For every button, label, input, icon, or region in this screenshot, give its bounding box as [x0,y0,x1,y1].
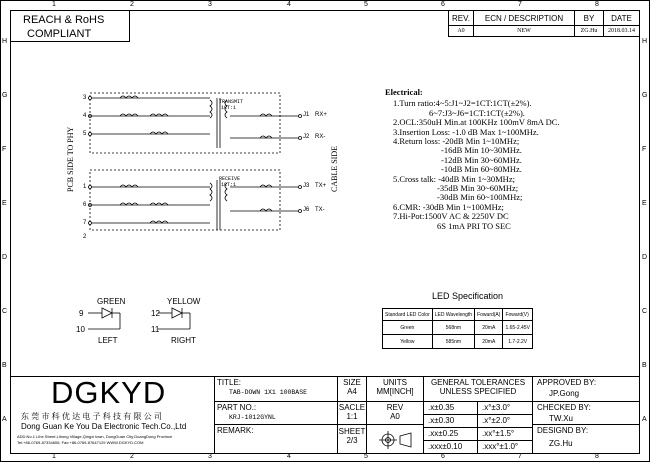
electrical-line: 1.Turn ratio:4~5:J1~J2=1CT:1CT(±2%). [393,98,532,109]
tolerance-row [477,427,533,441]
sheet-cell [337,424,367,454]
tolerance-row [423,414,478,428]
spec-cell: 20mA [475,335,503,349]
electrical-line: 3.Insertion Loss: -1.0 dB Max 1~100MHz. [393,126,539,137]
electrical-line: -12dB Min 30~60MHz. [441,154,522,165]
spec-header: LED Wavelength [432,309,474,321]
row-marker: D [2,254,8,261]
rev-cell [448,25,474,37]
size-cell [337,376,367,402]
row-marker: A [2,416,7,423]
spec-header: Foward(A) [475,309,503,321]
approved-cell [532,376,640,402]
pin-label: 1 [83,184,87,190]
row-marker: F [2,146,7,153]
receive-label: RECEIVE [219,176,241,182]
led-pin: 10 [76,325,85,334]
col-marker: 5 [364,453,368,460]
rev-header-cell [574,10,604,26]
signal-label: TX- [315,207,325,213]
sheet-value: 2/3 [346,436,358,445]
rev-cell-block [366,401,424,425]
col-marker: 7 [518,453,522,460]
scale-cell [337,401,367,425]
logo-cell [10,376,215,454]
date-header: DATE [611,14,632,23]
title-label: TITLE: [217,378,242,387]
left-label: LEFT [98,336,118,345]
row-marker: F [642,146,647,153]
pcb-side-label: PCB SIDE TO PHY [66,126,75,192]
transmit-label: TRANSMIT [219,99,244,105]
size-value: A4 [347,387,357,396]
jack-pin: J3 [303,183,310,189]
title-value: TAB-DOWN 1X1 100BASE [229,389,308,396]
size-label: SIZE [343,378,361,387]
ecn-value: NEW [517,28,531,34]
tolerance-angular: .xx°±1.5° [482,429,515,438]
table-row [383,321,533,335]
tolerance-row [477,440,533,454]
col-marker: 4 [287,453,291,460]
electrical-line: -30dB Min 60~100MHz; [437,192,523,203]
pin-label: 4 [83,113,87,119]
col-marker: 7 [518,1,522,8]
electrical-line: 7.Hi-Pot:1500V AC & 2250V DC [393,211,509,222]
jack-pin: J1 [303,112,310,118]
company-contact: Tel:+86-0769-87334606; Fax:+86-0769-87647129 WWW.DGKYD.COM [17,440,144,445]
tolerance-row [477,414,533,428]
led-pin: 9 [79,309,84,318]
units-cell [366,376,424,402]
tolerance-row [477,401,533,415]
scale-value: 1:1 [346,412,358,421]
checked-value: TW.Xu [549,414,574,423]
scale-label: SACLE [338,403,366,412]
sheet-label: SHEET [338,427,366,436]
spec-header: Foward(V) [503,309,532,321]
part-cell [214,401,338,425]
pin-label: 7 [83,220,87,226]
tolerance-angular: .xxx°±1.0° [482,442,519,451]
electrical-notes [385,88,560,231]
part-label: PART NO.: [217,403,257,412]
green-led-label: GREEN [97,297,126,306]
projection-symbol-icon [379,431,413,449]
rev-cell [574,25,604,37]
col-marker: 6 [441,1,445,8]
title-cell [214,376,338,402]
col-marker: 8 [595,453,599,460]
units-value: MM[INCH] [376,387,414,396]
rev-cell [473,25,575,37]
row-marker: E [2,200,7,207]
design-cell [532,424,640,454]
tolerance-row [423,401,478,415]
signal-label: RX+ [315,112,327,118]
by-value: ZG.Hu [580,28,598,34]
electrical-line: -35dB Min 30~60MHz; [437,183,519,194]
row-marker: E [642,200,647,207]
electrical-line: -10dB Min 60~80MHz. [441,164,522,175]
electrical-line: 6.CMR: -30dB Min 1~100MHz; [393,201,504,212]
tolerance-linear: .x±0.35 [428,403,455,412]
jack-pin: J6 [303,207,310,213]
schematic-drawing [60,88,360,238]
table-row [383,335,533,349]
col-marker: 4 [287,1,291,8]
units-label: UNITS [383,378,407,387]
row-marker: H [2,38,8,45]
led-pin: 11 [151,325,160,334]
col-marker: 5 [364,1,368,8]
row-marker: B [642,362,647,369]
date-value: 2018.03.14 [608,28,635,34]
electrical-line: 4.Return loss: -20dB Min 1~10MHz; [393,136,520,147]
tolerance-angular: .x°±2.0° [482,416,511,425]
col-marker: 2 [130,453,134,460]
by-header: BY [583,14,595,23]
spec-cell: Green [383,321,433,335]
spec-cell: Yellow [383,335,433,349]
electrical-line: 6~7:J3~J6=1CT:1CT(±2%). [429,107,525,118]
checked-label: CHECKED BY: [537,403,591,412]
projection-cell [366,424,424,454]
pin-label: 6 [83,202,87,208]
spec-header: Standard LED Color [383,309,433,321]
electrical-line: 5.Cross talk: -40dB Min 1~30MHz; [393,173,515,184]
spec-cell: 1.65-2.45V [503,321,532,335]
approved-value: JP.Gong [549,389,580,398]
design-label: DESIGND BY: [537,426,589,435]
row-marker: H [642,38,648,45]
row-marker: C [642,308,648,315]
right-label: RIGHT [171,336,196,345]
company-name-cn: 东 莞 市 科 优 达 电 子 科 技 有 限 公 司 [21,412,162,421]
rev-cell [603,25,640,37]
spec-cell: 1.7-2.2V [503,335,532,349]
tolerance-row [423,427,478,441]
electrical-line: 6S 1mA PRI TO SEC [437,220,511,231]
rev-header: REV. [452,14,470,23]
design-value: ZG.Hu [549,439,573,448]
company-logo: DGKYD [51,375,167,410]
ecn-header: ECN / DESCRIPTION [484,14,564,23]
col-marker: 1 [52,1,56,8]
table-row [383,309,533,321]
compliance-line1: REACH & RoHS [23,14,105,26]
spec-cell: 568nm [432,321,474,335]
led-pin: 12 [151,309,160,318]
company-name-en: Dong Guan Ke You Da Electronic Tech.Co.,Ltd [21,422,187,431]
row-marker: A [642,416,647,423]
rev-value: A0 [457,28,465,34]
row-marker: B [2,362,7,369]
pin-label: 2 [83,234,87,240]
rev-header-cell [448,10,474,26]
receive-ratio: 1CT:1 [221,182,237,188]
signal-label: RX- [315,134,326,140]
tolerance-linear: .xx±0.25 [428,429,459,438]
col-marker: 3 [208,1,212,8]
tolerance-row [423,440,478,454]
row-marker: D [642,254,648,261]
signal-label: TX+ [315,183,327,189]
row-marker: C [2,308,8,315]
spec-cell: 585nm [432,335,474,349]
jack-pin: J2 [303,134,310,140]
rev-header-cell [603,10,640,26]
led-spec-table [382,308,533,349]
col-marker: 6 [441,453,445,460]
remark-label: REMARK: [217,426,254,435]
led-symbols [88,305,208,335]
tolerance-linear: .x±0.30 [428,416,455,425]
remark-cell [214,424,338,454]
spec-cell: 20mA [475,321,503,335]
electrical-line: 2.OCL:350uH Min.at 100KHz 100mV 8mA DC. [393,117,560,128]
pin-label: 5 [83,131,87,137]
row-marker: G [642,92,648,99]
cable-side-label: CABLE SIDE [330,146,339,192]
electrical-line: -16dB Min 10~30MHz. [441,145,522,156]
col-marker: 3 [208,453,212,460]
pin-label: 3 [83,95,87,101]
col-marker: 1 [52,453,56,460]
tolerance-subtitle: UNLESS SPECIFIED [439,387,517,396]
col-marker: 8 [595,1,599,8]
part-value: KRJ-1012GYNL [229,414,276,421]
transmit-ratio: 1CT:1 [221,105,237,111]
col-marker: 2 [130,1,134,8]
rev-value-block: A0 [390,412,400,421]
checked-cell [532,401,640,425]
rev-label: REV [386,403,404,412]
led-spec-title: LED Specification [432,291,504,301]
yellow-led-label: YELLOW [167,297,201,306]
tolerance-linear: .xxx±0.10 [428,442,463,451]
tolerance-angular: .x°±3.0° [482,403,511,412]
compliance-box [10,10,130,42]
tolerance-title: GENERAL TOLERANCES [430,378,526,387]
row-marker: G [2,92,8,99]
electrical-title: Electrical: [385,87,423,97]
compliance-line2: COMPLIANT [27,28,92,40]
approved-label: APPROVED BY: [537,378,597,387]
rev-header-cell [473,10,575,26]
company-address: ADD:No.1 Lihe Street,Lihong Village,Qingxi town, DongGuan City,GuangDong Province [17,434,173,439]
